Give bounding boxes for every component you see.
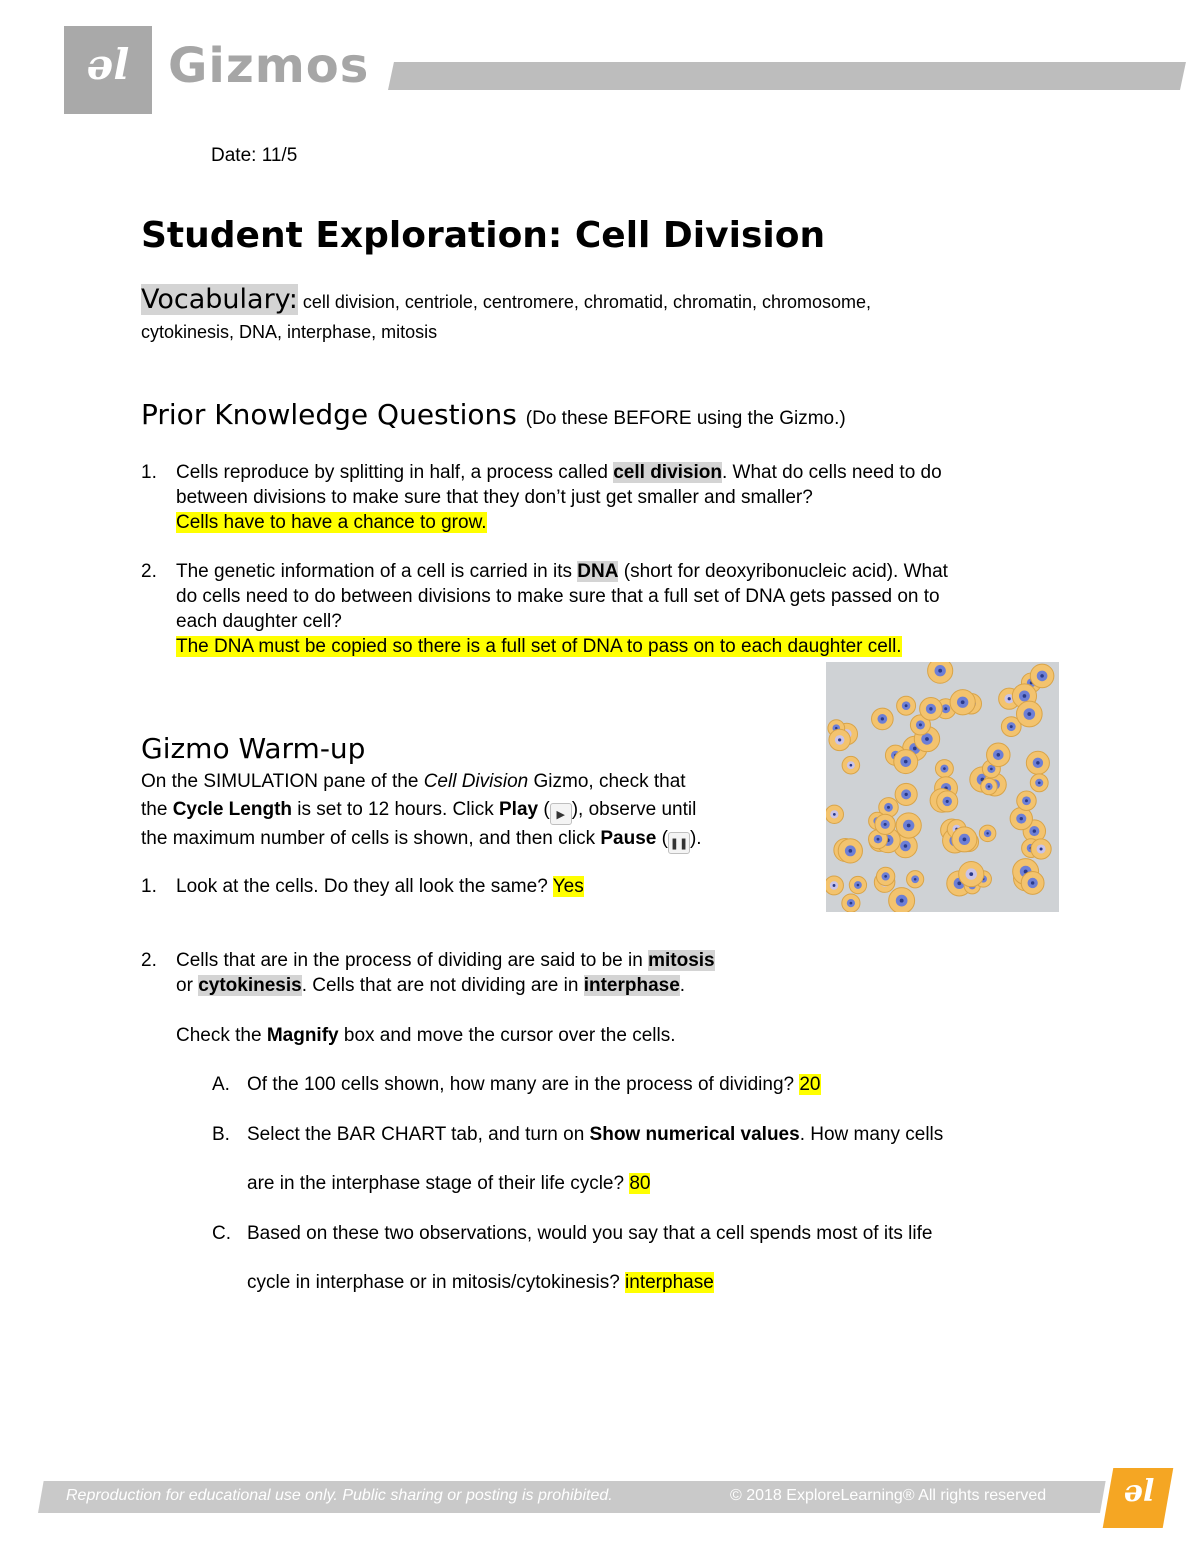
prior-q2 bbox=[176, 559, 1061, 659]
cell-icon bbox=[875, 814, 895, 834]
cell-icon bbox=[838, 839, 862, 863]
prior-note: (Do these BEFORE using the Gizmo.) bbox=[525, 408, 846, 429]
subq-c-answer: interphase bbox=[625, 1272, 714, 1293]
prior-q1 bbox=[176, 460, 1061, 535]
term-cytokinesis: cytokinesis bbox=[198, 975, 302, 996]
warmup-q1-answer: Yes bbox=[552, 876, 584, 897]
subq-a-label: A. bbox=[212, 1074, 230, 1095]
warmup-line1a: On the SIMULATION pane of the bbox=[141, 771, 419, 792]
warmup-q2-period: . bbox=[679, 975, 686, 996]
cell-icon bbox=[894, 750, 918, 774]
warmup-intro: On the SIMULATION pane of the Cell Division Gizmo, check that the Cycle Length is set to 12 hours. Click Play ( ▶ ), observe until the maximum number of cells is shown, and then click Pause ( ❚❚). bbox=[141, 768, 811, 854]
vocabulary-terms-2: cytokinesis, DNA, interphase, mitosis bbox=[141, 322, 438, 342]
cell-icon bbox=[1010, 807, 1032, 829]
date-line: Date: 11/5 bbox=[211, 145, 298, 166]
warmup-q1 bbox=[176, 874, 1061, 899]
magnify-instruction bbox=[176, 1023, 676, 1048]
prior-q1-answer: Cells have to have a chance to grow. bbox=[176, 512, 487, 533]
prior-q1-text-c: between divisions to make sure that they don’t just get smaller and smaller? bbox=[176, 487, 813, 508]
cell-icon bbox=[935, 760, 953, 778]
cell-icon bbox=[928, 662, 953, 683]
cell-icon bbox=[987, 743, 1011, 767]
term-interphase: interphase bbox=[583, 975, 680, 996]
footer-logo-glyph: ǝl bbox=[1123, 1474, 1155, 1509]
warmup-q1-text: Look at the cells. Do they all look the same? bbox=[176, 876, 548, 897]
warmup-pause-label: Pause bbox=[600, 828, 657, 849]
warmup-line2a: the bbox=[141, 799, 168, 820]
warmup-q2 bbox=[176, 948, 1061, 998]
cell-icon bbox=[826, 805, 844, 823]
cell-icon bbox=[920, 698, 943, 721]
cell-icon bbox=[979, 825, 996, 842]
subq-c-text-b: cycle in interphase or in mitosis/cytokinesis? bbox=[247, 1272, 620, 1293]
warmup-q2-or: or bbox=[176, 975, 193, 996]
header-bar bbox=[388, 62, 1186, 90]
prior-q2-answer: The DNA must be copied so there is a full set of DNA to pass on to each daughter cell. bbox=[176, 636, 902, 657]
subq-b-text-d: are in the interphase stage of their life cycle? bbox=[247, 1173, 625, 1194]
cell-icon bbox=[1026, 751, 1049, 774]
magnify-text-a: Check the bbox=[176, 1025, 262, 1046]
prior-q2-text-c: do cells need to do between divisions to make sure that a full set of DNA gets passed on to bbox=[176, 586, 940, 607]
cell-icon bbox=[842, 756, 860, 774]
warmup-q1-num: 1. bbox=[141, 876, 157, 897]
vocabulary bbox=[141, 285, 1061, 347]
term-dna: DNA bbox=[577, 561, 619, 582]
warmup-cycle-length: Cycle Length bbox=[172, 799, 293, 820]
cell-icon bbox=[981, 778, 997, 794]
warmup-play-label: Play bbox=[499, 799, 539, 820]
footer-logo bbox=[1103, 1468, 1174, 1528]
prior-q2-text-b: (short for deoxyribonucleic acid). What bbox=[623, 561, 948, 582]
subq-c-label: C. bbox=[212, 1223, 231, 1244]
subq-a-text: Of the 100 cells shown, how many are in the process of dividing? bbox=[247, 1074, 795, 1095]
warmup-line3a: the maximum number of cells is shown, and then click bbox=[141, 828, 596, 849]
prior-heading bbox=[141, 398, 846, 431]
cell-icon bbox=[937, 791, 958, 812]
logo-glyph: ǝl bbox=[86, 40, 130, 89]
term-cell-division: cell division bbox=[613, 462, 722, 483]
subq-b-label: B. bbox=[212, 1124, 230, 1145]
prior-q1-text: Cells reproduce by splitting in half, a process called bbox=[176, 462, 608, 483]
warmup-heading: Gizmo Warm-up bbox=[141, 732, 366, 765]
subq-a bbox=[247, 1072, 1067, 1097]
cell-icon bbox=[896, 813, 921, 838]
prior-q1-num: 1. bbox=[141, 462, 157, 483]
prior-q2-num: 2. bbox=[141, 561, 157, 582]
subq-c bbox=[247, 1209, 1067, 1307]
subq-b bbox=[247, 1110, 1067, 1208]
cell-icon bbox=[1031, 839, 1051, 859]
cell-icon bbox=[1030, 774, 1048, 792]
cell-icon bbox=[872, 708, 894, 730]
warmup-line2c: is set to 12 hours. Click bbox=[297, 799, 494, 820]
cell-icon bbox=[897, 696, 916, 715]
prior-heading-text: Prior Knowledge Questions bbox=[141, 398, 517, 431]
gizmos-logo bbox=[64, 26, 152, 114]
footer-disclaimer: Reproduction for educational use only. Public sharing or posting is prohibited. bbox=[66, 1487, 613, 1504]
warmup-line1c: Gizmo, check that bbox=[533, 771, 686, 792]
play-icon: ▶ bbox=[550, 803, 572, 825]
warmup-line2e: ), observe until bbox=[571, 799, 697, 820]
subq-b-text: Select the BAR CHART tab, and turn on bbox=[247, 1124, 585, 1145]
prior-q2-text: The genetic information of a cell is carried in its bbox=[176, 561, 573, 582]
cell-icon bbox=[1017, 791, 1037, 811]
subq-c-text: Based on these two observations, would you say that a cell spends most of its life bbox=[247, 1223, 933, 1244]
warmup-q2-text: Cells that are in the process of dividing are said to be in bbox=[176, 950, 643, 971]
page-title: Student Exploration: Cell Division bbox=[141, 215, 826, 256]
prior-q1-text-b: . What do cells need to do bbox=[722, 462, 942, 483]
warmup-q2-text-c: . Cells that are not dividing are in bbox=[301, 975, 579, 996]
pause-icon: ❚❚ bbox=[668, 832, 690, 854]
magnify-text-c: box and move the cursor over the cells. bbox=[343, 1025, 676, 1046]
brand-name: Gizmos bbox=[168, 38, 370, 94]
subq-b-text-c: . How many cells bbox=[799, 1124, 944, 1145]
cell-icon bbox=[950, 690, 975, 715]
cell-icon bbox=[829, 729, 850, 750]
footer-copyright: © 2018 ExploreLearning® All rights reserved bbox=[730, 1487, 1047, 1504]
cell-icon bbox=[895, 783, 917, 805]
prior-q2-text-d: each daughter cell? bbox=[176, 611, 342, 632]
vocabulary-label: Vocabulary: bbox=[141, 284, 298, 315]
magnify-label: Magnify bbox=[266, 1025, 339, 1046]
show-numerical-values-label: Show numerical values bbox=[589, 1124, 800, 1145]
term-mitosis: mitosis bbox=[648, 950, 715, 971]
warmup-q2-num: 2. bbox=[141, 950, 157, 971]
cell-icon bbox=[952, 827, 977, 852]
cell-icon bbox=[1016, 701, 1042, 727]
cell-icon bbox=[1030, 664, 1054, 688]
subq-a-answer: 20 bbox=[799, 1074, 821, 1095]
warmup-gizmo-name: Cell Division bbox=[423, 771, 529, 792]
warmup-line3c: ). bbox=[689, 828, 702, 849]
vocabulary-terms: cell division, centriole, centromere, chromatid, chromatin, chromosome, bbox=[302, 292, 872, 312]
subq-b-answer: 80 bbox=[629, 1173, 651, 1194]
